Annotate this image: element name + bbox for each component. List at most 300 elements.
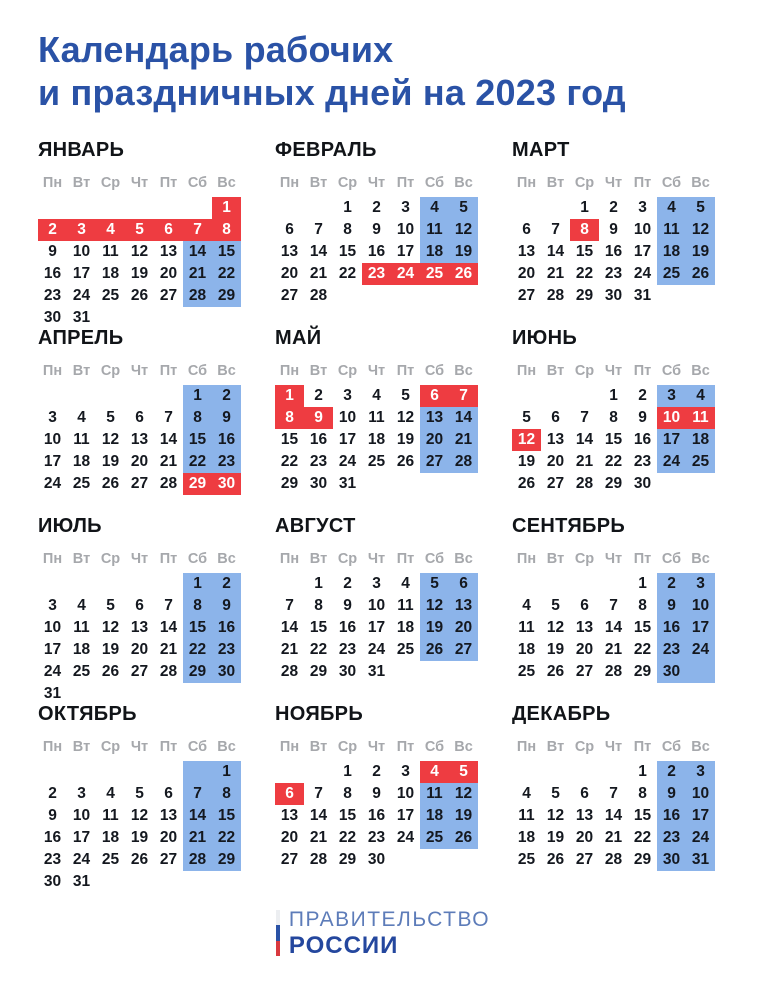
week-row [512,849,715,871]
russia-flag-icon [276,910,280,956]
workday-cell: 13 [159,807,178,824]
weekend-day-cell: 19 [420,617,449,639]
workday-cell: 10 [396,221,415,238]
workday-cell: 25 [517,663,536,680]
empty-cell [67,683,96,705]
workday-cell: 9 [48,807,57,824]
weekend-day-cell: 15 [212,805,241,827]
empty-cell [512,197,541,219]
workday-cell: 29 [309,663,328,680]
week-row [38,429,241,451]
weekday-header-row [512,552,715,567]
weekend-day-cell: 14 [449,407,478,429]
weekend-day-cell: 23 [657,639,686,661]
weekday-label: Сб [661,175,682,191]
empty-cell [541,385,570,407]
weekday-label: Сб [187,363,208,379]
workday-cell: 2 [372,199,381,216]
workday-cell: 23 [604,265,623,282]
weekday-label: Вт [72,739,91,755]
workday-cell: 7 [580,409,589,426]
weekday-label: Пн [516,739,537,755]
workday-cell: 15 [338,243,357,260]
month-august [275,516,478,704]
workday-cell: 20 [130,641,149,658]
weekday-label: Сб [187,551,208,567]
empty-cell [154,385,183,407]
empty-cell [570,761,599,783]
weekend-day-cell: 16 [657,617,686,639]
workday-cell: 9 [372,221,381,238]
weekday-label: Пн [516,175,537,191]
workday-cell: 14 [159,619,178,636]
empty-cell [96,761,125,783]
workday-cell: 31 [72,309,91,326]
weekday-label: Пн [516,363,537,379]
weekend-day-cell: 19 [449,241,478,263]
week-row [512,473,715,495]
empty-cell [154,573,183,595]
workday-cell: 13 [575,619,594,636]
workday-cell: 1 [343,763,352,780]
weekday-label: Пн [279,175,300,191]
weekday-label: Вт [546,175,565,191]
week-row [275,827,478,849]
weekday-label: Пн [279,363,300,379]
workday-cell: 31 [633,287,652,304]
weekday-label: Вт [72,551,91,567]
workday-cell: 6 [135,409,144,426]
weekend-day-cell: 16 [657,805,686,827]
workday-cell: 26 [101,663,120,680]
month-title: СЕНТЯБРЬ [512,515,626,537]
workday-cell: 6 [580,785,589,802]
weekday-label: Чт [367,739,386,755]
weekend-day-cell: 5 [420,573,449,595]
workday-cell: 29 [280,475,299,492]
workday-cell: 2 [638,387,647,404]
weekday-label: Пт [396,363,415,379]
holiday-day-cell: 1 [275,385,304,407]
workday-cell: 1 [638,763,647,780]
weekend-day-cell: 12 [420,595,449,617]
weekend-day-cell: 31 [686,849,715,871]
workday-cell: 28 [546,287,565,304]
workday-cell: 7 [609,785,618,802]
workday-cell: 1 [343,199,352,216]
week-row [38,871,241,893]
week-row [512,783,715,805]
workday-cell: 11 [73,431,90,448]
workday-cell: 6 [135,597,144,614]
holiday-day-cell: 24 [391,263,420,285]
workday-cell: 25 [367,453,386,470]
weekday-label: Ср [100,175,121,191]
holiday-day-cell: 3 [67,219,96,241]
weekend-day-cell: 17 [686,805,715,827]
empty-cell [96,385,125,407]
workday-cell: 16 [338,619,357,636]
workday-cell: 22 [338,265,357,282]
empty-cell [391,661,420,683]
workday-cell: 12 [546,619,565,636]
weekend-day-cell: 25 [657,263,686,285]
weekend-day-cell: 22 [183,451,212,473]
month-title: МАРТ [512,139,570,161]
empty-cell [67,573,96,595]
workday-cell: 21 [575,453,594,470]
holiday-day-cell: 11 [686,407,715,429]
empty-cell [599,573,628,595]
workday-cell: 10 [43,619,62,636]
weekend-day-cell: 15 [183,429,212,451]
workday-cell: 27 [130,663,149,680]
weekend-day-cell: 24 [686,827,715,849]
workday-cell: 11 [102,807,119,824]
weekday-label: Сб [187,739,208,755]
week-row [275,407,478,429]
workday-cell: 16 [367,243,386,260]
week-row [512,385,715,407]
week-row [38,683,241,705]
week-row [512,197,715,219]
page-title-line-2: и праздничных дней на 2023 год [38,72,626,113]
workday-cell: 10 [633,221,652,238]
workday-cell: 3 [638,199,647,216]
empty-cell [512,573,541,595]
workday-cell: 1 [609,387,618,404]
workday-cell: 13 [546,431,565,448]
workday-cell: 3 [48,409,57,426]
weekend-day-cell: 2 [212,385,241,407]
weekday-label: Вт [309,739,328,755]
workday-cell: 17 [367,619,386,636]
holiday-day-cell: 10 [657,407,686,429]
weekend-day-cell: 13 [420,407,449,429]
holiday-day-cell: 7 [183,219,212,241]
workday-cell: 14 [159,431,178,448]
week-row [512,661,715,683]
month-july [38,516,241,704]
holiday-day-cell: 9 [304,407,333,429]
week-row [38,573,241,595]
workday-cell: 4 [522,597,531,614]
workday-cell: 6 [522,221,531,238]
holiday-day-cell: 8 [275,407,304,429]
workday-cell: 3 [372,575,381,592]
month-may [275,328,478,516]
empty-cell [391,849,420,871]
workday-cell: 14 [309,807,328,824]
empty-cell [38,385,67,407]
empty-cell [333,285,362,307]
empty-cell [449,285,478,307]
weekend-day-cell: 1 [183,573,212,595]
month-title: ЯНВАРЬ [38,139,125,161]
workday-cell: 4 [372,387,381,404]
week-row [38,451,241,473]
week-row [275,849,478,871]
empty-cell [38,761,67,783]
weekend-day-cell: 28 [449,451,478,473]
workday-cell: 13 [517,243,536,260]
weekend-day-cell: 23 [212,639,241,661]
weekend-day-cell: 9 [657,595,686,617]
workday-cell: 19 [101,453,120,470]
week-row [275,285,478,307]
workday-cell: 29 [575,287,594,304]
weekday-label: Вс [454,175,473,191]
weekday-label: Пн [42,363,63,379]
workday-cell: 17 [396,243,415,260]
weekend-day-cell: 1 [183,385,212,407]
workday-cell: 28 [159,663,178,680]
empty-cell [362,473,391,495]
week-row [38,805,241,827]
workday-cell: 27 [280,851,299,868]
workday-cell: 18 [517,641,536,658]
workday-cell: 15 [604,431,623,448]
weekday-label: Чт [130,551,149,567]
weekend-day-cell: 13 [449,595,478,617]
weekday-label: Чт [367,363,386,379]
month-title: ДЕКАБРЬ [512,703,611,725]
workday-cell: 17 [72,265,91,282]
week-row [512,285,715,307]
workday-cell: 6 [580,597,589,614]
weekend-day-cell: 20 [420,429,449,451]
month-title: НОЯБРЬ [275,703,364,725]
weekend-day-cell: 2 [657,761,686,783]
week-row [38,263,241,285]
holiday-day-cell: 26 [449,263,478,285]
workday-cell: 23 [309,453,328,470]
empty-cell [125,385,154,407]
empty-cell [391,285,420,307]
workday-cell: 9 [343,597,352,614]
empty-cell [125,307,154,329]
workday-cell: 19 [517,453,536,470]
workday-cell: 22 [633,829,652,846]
weekday-header-row [38,364,241,379]
month-february [275,140,478,328]
workday-cell: 4 [77,409,86,426]
workday-cell: 4 [522,785,531,802]
workday-cell: 16 [367,807,386,824]
workday-cell: 2 [314,387,323,404]
workday-cell: 16 [309,431,328,448]
holiday-day-cell: 4 [96,219,125,241]
workday-cell: 18 [517,829,536,846]
workday-cell: 25 [101,287,120,304]
workday-cell: 7 [314,785,323,802]
workday-cell: 17 [338,431,357,448]
empty-cell [570,573,599,595]
weekday-label: Сб [187,175,208,191]
workday-cell: 29 [604,475,623,492]
workday-cell: 30 [309,475,328,492]
workday-cell: 23 [338,641,357,658]
workday-cell: 23 [367,829,386,846]
weekend-day-cell: 28 [183,849,212,871]
weekday-label: Вт [72,363,91,379]
week-row [38,827,241,849]
weekday-label: Ср [574,175,595,191]
weekend-day-cell: 8 [183,595,212,617]
empty-cell [38,573,67,595]
workday-cell: 10 [43,431,62,448]
empty-cell [275,197,304,219]
workday-cell: 25 [396,641,415,658]
workday-cell: 2 [343,575,352,592]
weekend-day-cell: 22 [212,827,241,849]
week-row [38,595,241,617]
months-grid [38,140,766,892]
weekend-day-cell: 10 [686,595,715,617]
empty-cell [154,683,183,705]
week-row [38,639,241,661]
weekday-label: Вс [454,739,473,755]
workday-cell: 3 [401,199,410,216]
weekday-label: Сб [661,739,682,755]
workday-cell: 10 [396,785,415,802]
empty-cell [212,871,241,893]
week-row [275,573,478,595]
weekday-label: Вс [217,739,236,755]
empty-cell [96,683,125,705]
week-row [38,219,241,241]
week-row [275,197,478,219]
workday-cell: 3 [343,387,352,404]
weekend-day-cell: 30 [657,661,686,683]
weekend-day-cell: 11 [657,219,686,241]
empty-cell [391,473,420,495]
workday-cell: 31 [43,685,62,702]
weekend-day-cell: 28 [183,285,212,307]
weekend-day-cell: 11 [420,219,449,241]
workday-cell: 3 [401,763,410,780]
weekend-day-cell: 30 [212,661,241,683]
weekday-label: Ср [100,739,121,755]
workday-cell: 18 [101,265,120,282]
weekend-day-cell: 5 [686,197,715,219]
weekend-day-cell: 4 [686,385,715,407]
workday-cell: 12 [546,807,565,824]
empty-cell [449,661,478,683]
empty-cell [512,385,541,407]
holiday-day-cell: 1 [212,197,241,219]
workday-cell: 18 [72,641,91,658]
empty-cell [304,197,333,219]
empty-cell [275,573,304,595]
workday-cell: 15 [633,807,652,824]
workday-cell: 24 [633,265,652,282]
weekend-day-cell: 12 [449,219,478,241]
weekday-label: Пт [159,739,178,755]
weekend-day-cell: 18 [420,241,449,263]
workday-cell: 26 [517,475,536,492]
holiday-day-cell: 25 [420,263,449,285]
weekend-day-cell: 26 [686,263,715,285]
empty-cell [275,761,304,783]
weekday-header-row [38,176,241,191]
workday-cell: 23 [43,287,62,304]
empty-cell [154,761,183,783]
weekday-label: Вс [691,739,710,755]
weekday-label: Пт [633,739,652,755]
month-september [512,516,715,704]
workday-cell: 19 [546,641,565,658]
week-row [512,595,715,617]
month-title: ИЮЛЬ [38,515,102,537]
weekend-day-cell: 21 [183,827,212,849]
workday-cell: 22 [604,453,623,470]
workday-cell: 27 [517,287,536,304]
week-row [512,241,715,263]
weekend-day-cell: 18 [657,241,686,263]
week-row [275,263,478,285]
weekend-day-cell: 18 [420,805,449,827]
holiday-day-cell: 23 [362,263,391,285]
workday-cell: 4 [401,575,410,592]
workday-cell: 27 [280,287,299,304]
weekday-label: Чт [367,551,386,567]
weekend-day-cell: 15 [183,617,212,639]
workday-cell: 7 [551,221,560,238]
workday-cell: 7 [164,409,173,426]
workday-cell: 20 [517,265,536,282]
week-row [275,783,478,805]
workday-cell: 24 [43,663,62,680]
week-row [275,661,478,683]
week-row [38,617,241,639]
weekend-day-cell: 1 [212,761,241,783]
workday-cell: 28 [159,475,178,492]
workday-cell: 15 [575,243,594,260]
workday-cell: 23 [633,453,652,470]
empty-cell [449,473,478,495]
weekday-label: Сб [661,363,682,379]
workday-cell: 30 [633,475,652,492]
weekday-header-row [512,740,715,755]
workday-cell: 21 [280,641,299,658]
workday-cell: 2 [48,785,57,802]
weekend-day-cell: 25 [420,827,449,849]
weekday-label: Пн [42,551,63,567]
workday-cell: 13 [130,431,149,448]
holiday-day-cell: 12 [512,429,541,451]
weekday-label: Чт [130,739,149,755]
weekday-label: Пт [159,363,178,379]
weekend-day-cell: 12 [449,783,478,805]
weekend-day-cell: 3 [686,573,715,595]
weekday-header-row [512,176,715,191]
weekday-label: Вт [309,175,328,191]
weekday-label: Чт [367,175,386,191]
workday-cell: 8 [609,409,618,426]
weekday-label: Вс [691,551,710,567]
workday-cell: 8 [638,785,647,802]
weekend-day-cell: 26 [420,639,449,661]
weekend-day-cell: 8 [183,407,212,429]
holiday-day-cell: 8 [570,219,599,241]
month-march [512,140,715,328]
week-row [512,451,715,473]
weekday-label: Пт [633,551,652,567]
empty-cell [362,285,391,307]
workday-cell: 10 [367,597,386,614]
week-row [38,385,241,407]
